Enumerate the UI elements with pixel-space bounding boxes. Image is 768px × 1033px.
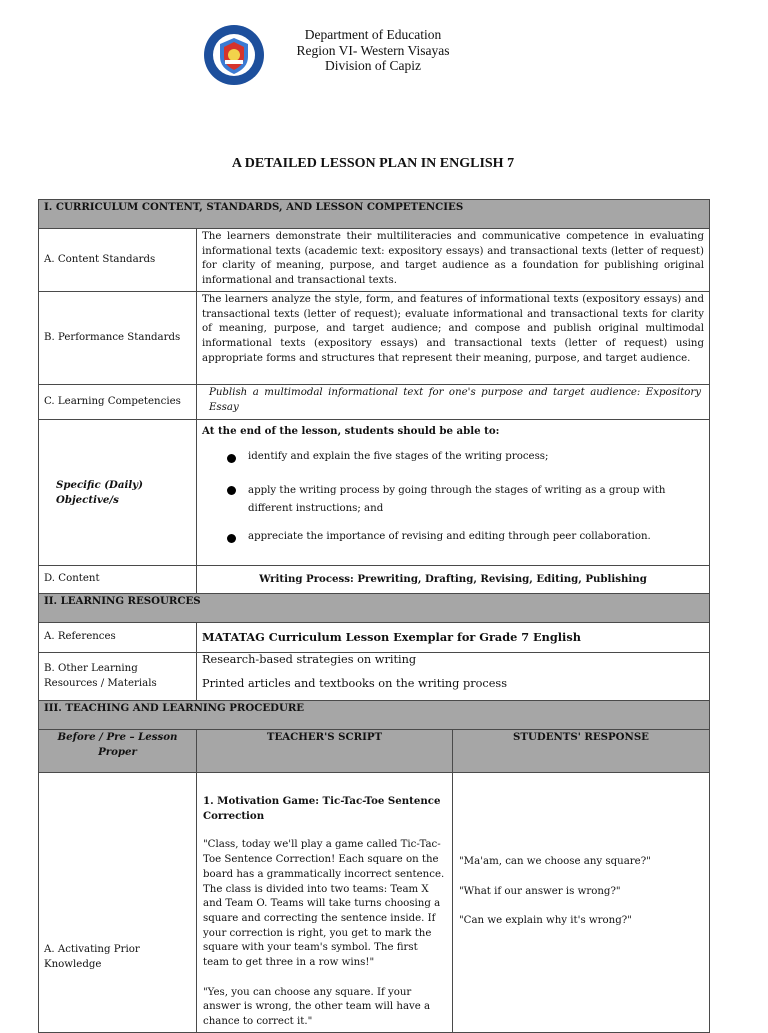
performance-standards-label: B. Performance Standards: [39, 292, 197, 385]
student-response: "What if our answer is wrong?": [459, 885, 621, 897]
content-standards-label: A. Content Standards: [39, 229, 197, 292]
objectives-label: Specific (Daily) Objective/s: [39, 420, 197, 566]
document-header: [0, 0, 768, 110]
other-resources-row: [39, 653, 710, 701]
teacher-script-paragraph: "Class, today we'll play a game called Tic-Tac-Toe Sentence Correction! Each square on the board has a grammatically incorrect sentence. The class is divided into two teams: Team X and Team O. Teams will take turns choosing a square and correcting the sentence inside. If your correction is right, you get to mark the square with your team's symbol. The first team to get three in a row wins!": [203, 839, 445, 969]
column-header-teacher-script: TEACHER'S SCRIPT: [197, 730, 453, 773]
other-resources-label-text: B. Other Learning Resources / Materials: [44, 662, 157, 689]
procedure-column-headers: [39, 730, 710, 773]
other-resources-label: [39, 653, 197, 701]
resource-item: Research-based strategies on writing: [202, 653, 417, 666]
section-1-heading: I. CURRICULUM CONTENT, STANDARDS, AND LESSON COMPETENCIES: [39, 200, 710, 229]
header-region: Region VI- Western Visayas: [296, 42, 450, 58]
header-department: Department of Education: [304, 27, 442, 42]
bullet-icon: [227, 486, 236, 495]
performance-standards-text: The learners analyze the style, form, and features of informational texts (expository essays) and transactional texts (letter of request); evaluate informational and transactional texts for clarity of meaning, purpose, and target audience; and compose and publish original multimodal informational texts (expository essays) and transactional texts (letter of request) using appropriate forms and structures that represent their meaning, purpose, and target audience.: [197, 292, 710, 385]
section-header-row: [39, 200, 710, 229]
content-standards-row: [39, 229, 710, 292]
performance-standards-row: [39, 292, 710, 385]
bullet-icon: [227, 534, 236, 543]
content-text: Writing Process: Prewriting, Drafting, Revising, Editing, Publishing: [197, 566, 710, 594]
content-label: D. Content: [39, 566, 197, 594]
learning-competencies-row: [39, 385, 710, 420]
students-response-cell: [453, 773, 710, 1033]
bullet-icon: [227, 454, 236, 463]
content-standards-text: The learners demonstrate their multiliteracies and communicative competence in evaluating informational texts (academic text: expository essays) and transactional texts (letter of request) for clarity of meaning, purpose, and target audience as a foundation for publishing original informational and transactional texts.: [197, 229, 710, 292]
activating-label: A. Activating Prior Knowledge: [39, 773, 197, 1033]
teacher-script-paragraph: "Yes, you can choose any square. If your answer is wrong, the other team will have a chance to correct it.": [203, 986, 431, 1028]
section-header-row: [39, 594, 710, 623]
objective-item: [202, 450, 704, 465]
other-resources-cell: [197, 653, 710, 701]
student-response: "Can we explain why it's wrong?": [459, 915, 632, 927]
header-text: [268, 27, 478, 74]
section-header-row: [39, 701, 710, 730]
objective-text: identify and explain the five stages of the writing process;: [248, 450, 549, 462]
objectives-row: [39, 420, 710, 566]
references-row: [39, 623, 710, 653]
student-response: "Ma'am, can we choose any square?": [459, 856, 651, 867]
objective-item: [202, 482, 704, 517]
learning-competencies-label: C. Learning Competencies: [39, 385, 197, 420]
deped-seal-logo: [203, 24, 265, 86]
activating-prior-knowledge-row: [39, 773, 710, 1033]
column-header-phase: Before / Pre – Lesson Proper: [39, 730, 197, 773]
activity-title: 1. Motivation Game: Tic-Tac-Toe Sentence Correction: [203, 795, 441, 822]
header-division: Division of Capiz: [325, 58, 421, 73]
objective-text: apply the writing process by going through the stages of writing as a group with different instructions; and: [248, 485, 666, 514]
section-3-heading: III. TEACHING AND LEARNING PROCEDURE: [39, 701, 710, 730]
objective-text: appreciate the importance of revising and editing through peer collaboration.: [248, 531, 651, 543]
document-title: A DETAILED LESSON PLAN IN ENGLISH 7: [231, 156, 515, 171]
references-label: A. References: [39, 623, 197, 653]
objectives-intro: At the end of the lesson, students should be able to:: [202, 425, 500, 437]
resource-item: Printed articles and textbooks on the writing process: [202, 676, 508, 690]
column-header-students-response: STUDENTS' RESPONSE: [453, 730, 710, 773]
teacher-script-cell: [197, 773, 453, 1033]
objective-item: [202, 530, 704, 545]
learning-competencies-text: Publish a multimodal informational text for one's purpose and target audience: Expository Essay: [197, 385, 710, 420]
section-2-heading: II. LEARNING RESOURCES: [39, 594, 710, 623]
objectives-cell: [197, 420, 710, 566]
content-row: [39, 566, 710, 594]
lesson-plan-table: [38, 199, 710, 1033]
references-text: MATATAG Curriculum Lesson Exemplar for Grade 7 English: [197, 623, 710, 653]
